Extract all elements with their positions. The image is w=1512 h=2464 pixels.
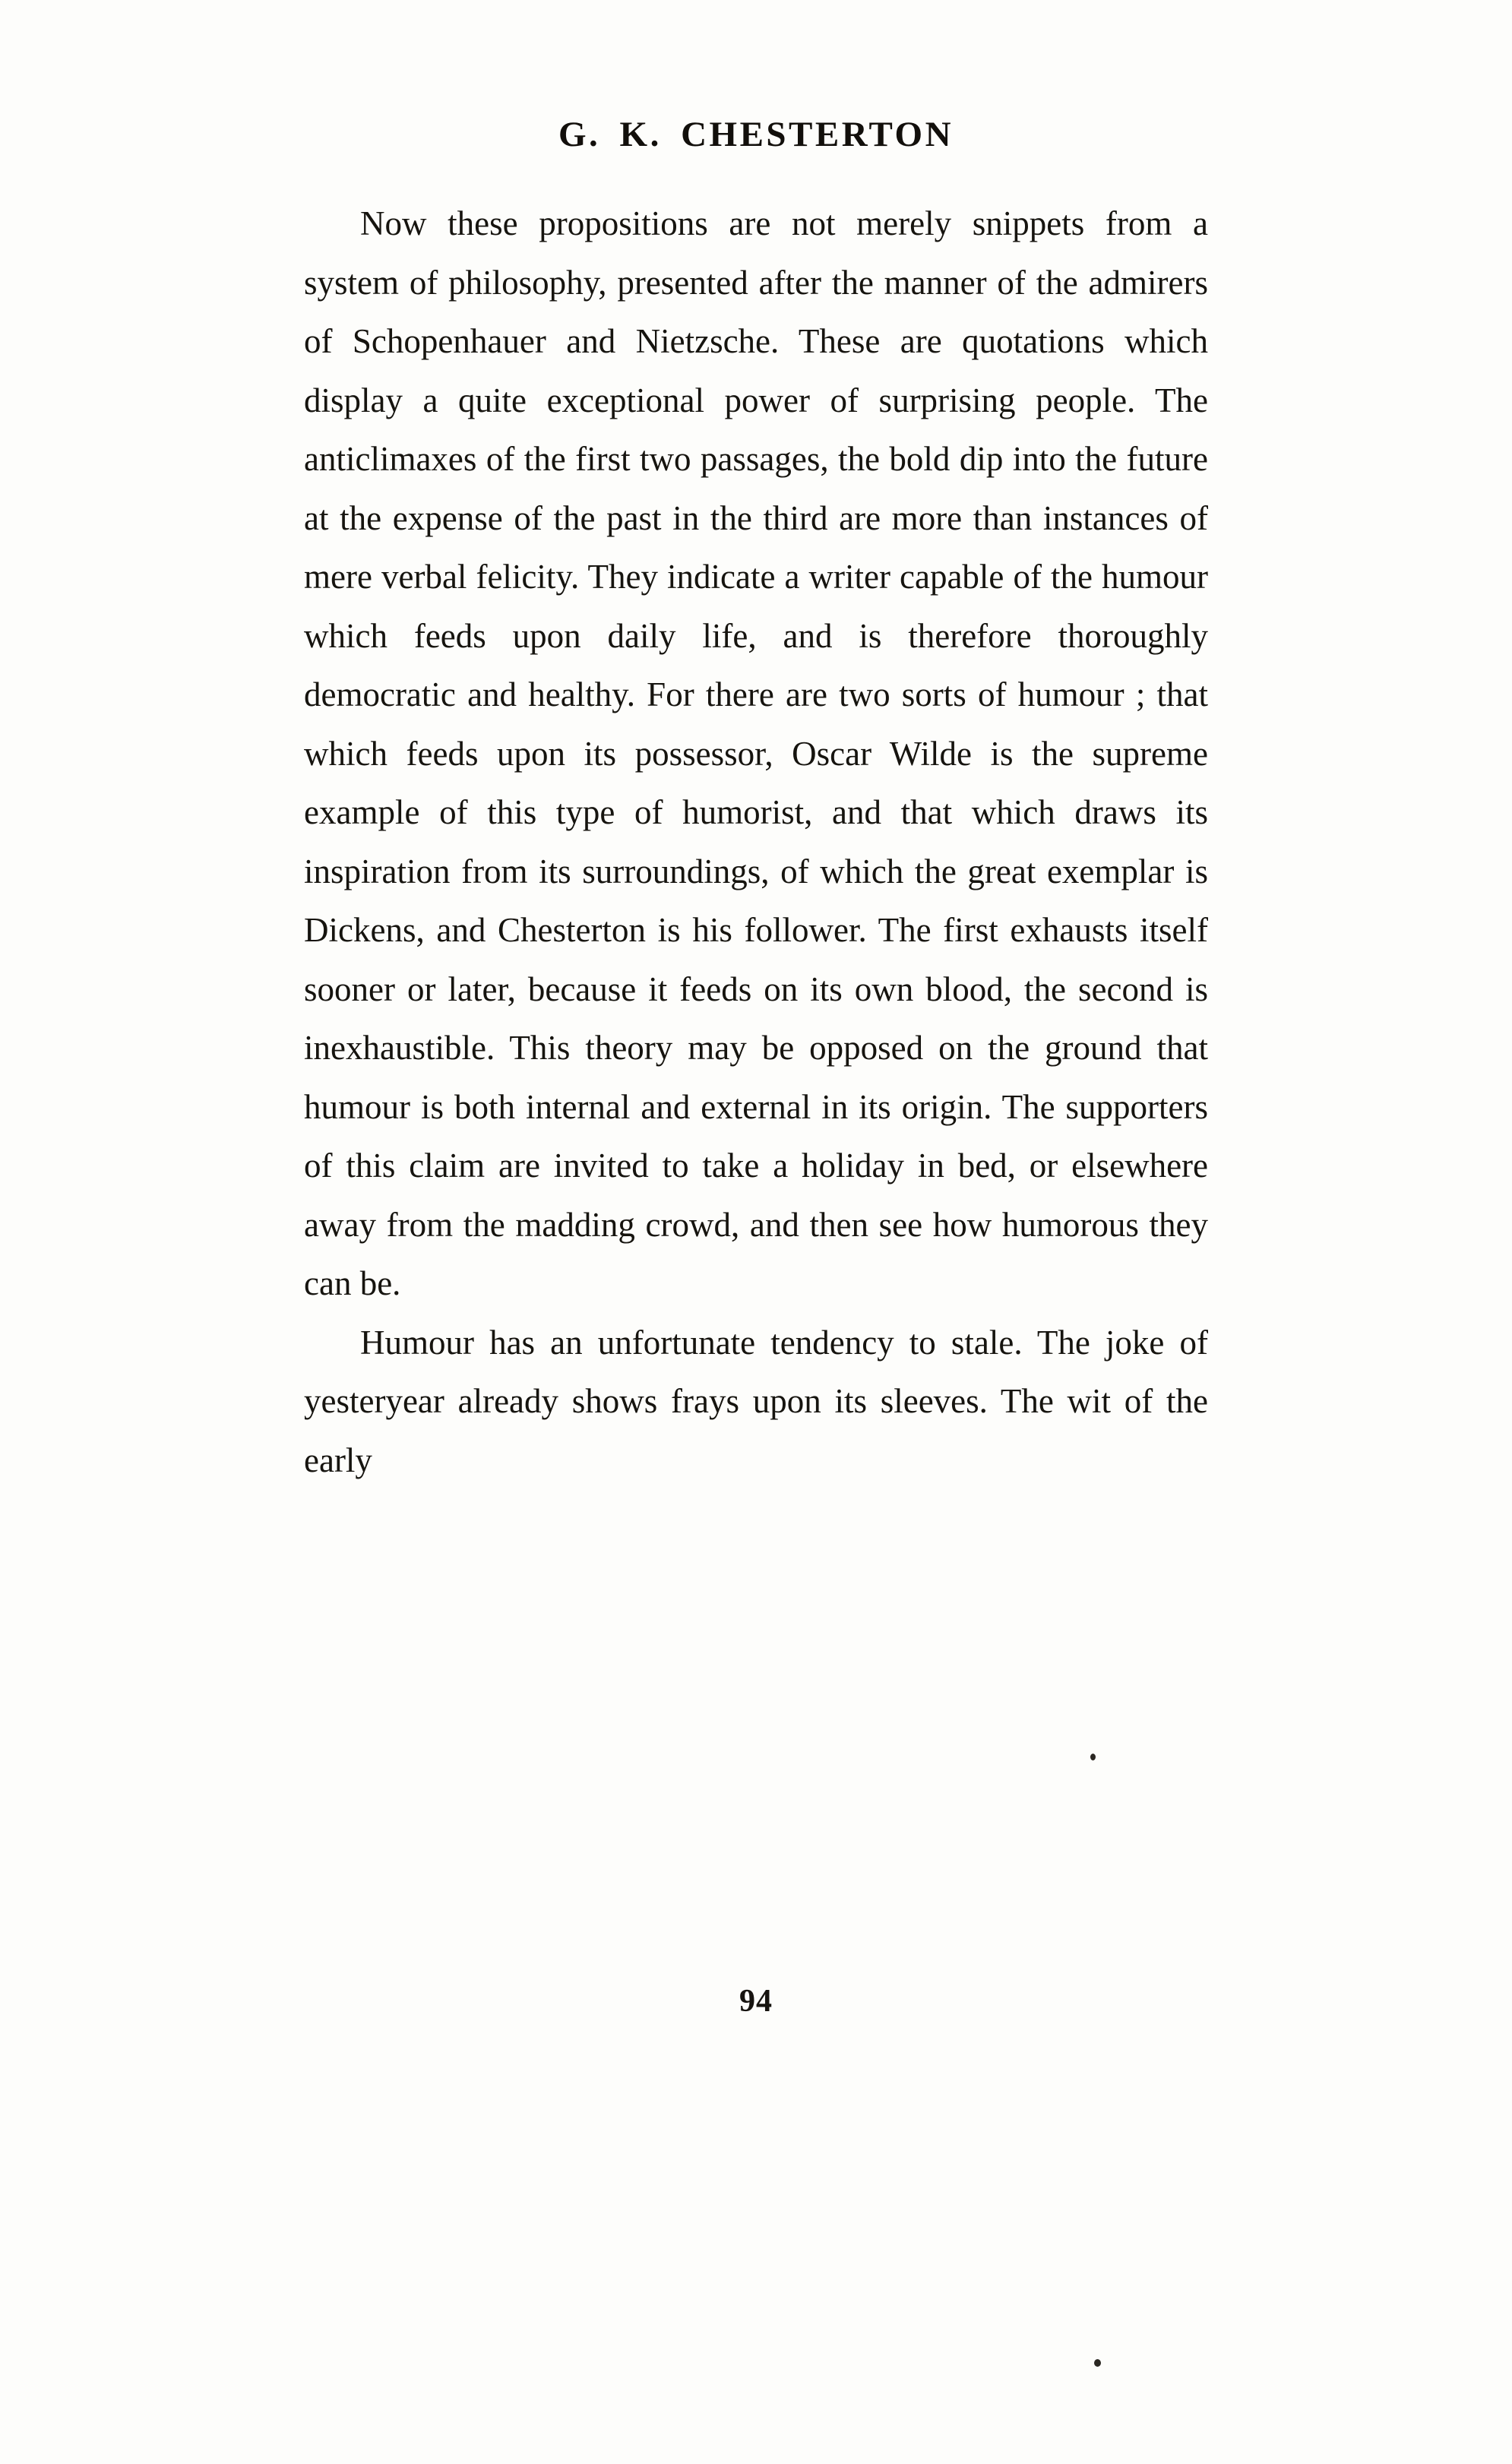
paper-speck-icon	[1094, 2359, 1101, 2367]
paper-speck-icon	[1090, 1754, 1096, 1760]
paragraph: Now these propositions are not merely snippets from a system of philosophy, presented after the manner of the admirers of Schopenhauer and Nietzsche. These are quotations which display a quite exceptional power of surprising people. The anticlimaxes of the first two passages, the bold dip into the future at the expense of the past in the third are more than instances of mere verbal felicity. They indicate a writer capable of the humour which feeds upon daily life, and is therefore thoroughly democratic and healthy. For there are two sorts of humour ; that which feeds upon its possessor, Oscar Wilde is the supreme example of this type of humorist, and that which draws its inspiration from its surroundings, of which the great exemplar is Dickens, and Chesterton is his follower. The first exhausts itself sooner or later, because it feeds on its own blood, the second is inexhaustible. This theory may be opposed on the ground that humour is both internal and external in its origin. The supporters of this claim are invited to take a holiday in bed, or elsewhere away from the madding crowd, and then see how humorous they can be.	[304, 204, 1208, 1302]
page-text-block	[304, 114, 1208, 2019]
body-text	[304, 195, 1208, 1490]
paragraph: Humour has an unfortunate tendency to stale. The joke of yesteryear already shows frays upon its sleeves. The wit of the early	[304, 1323, 1208, 1479]
page-number: 94	[739, 1984, 773, 2019]
running-head: G. K. CHESTERTON	[558, 115, 954, 154]
